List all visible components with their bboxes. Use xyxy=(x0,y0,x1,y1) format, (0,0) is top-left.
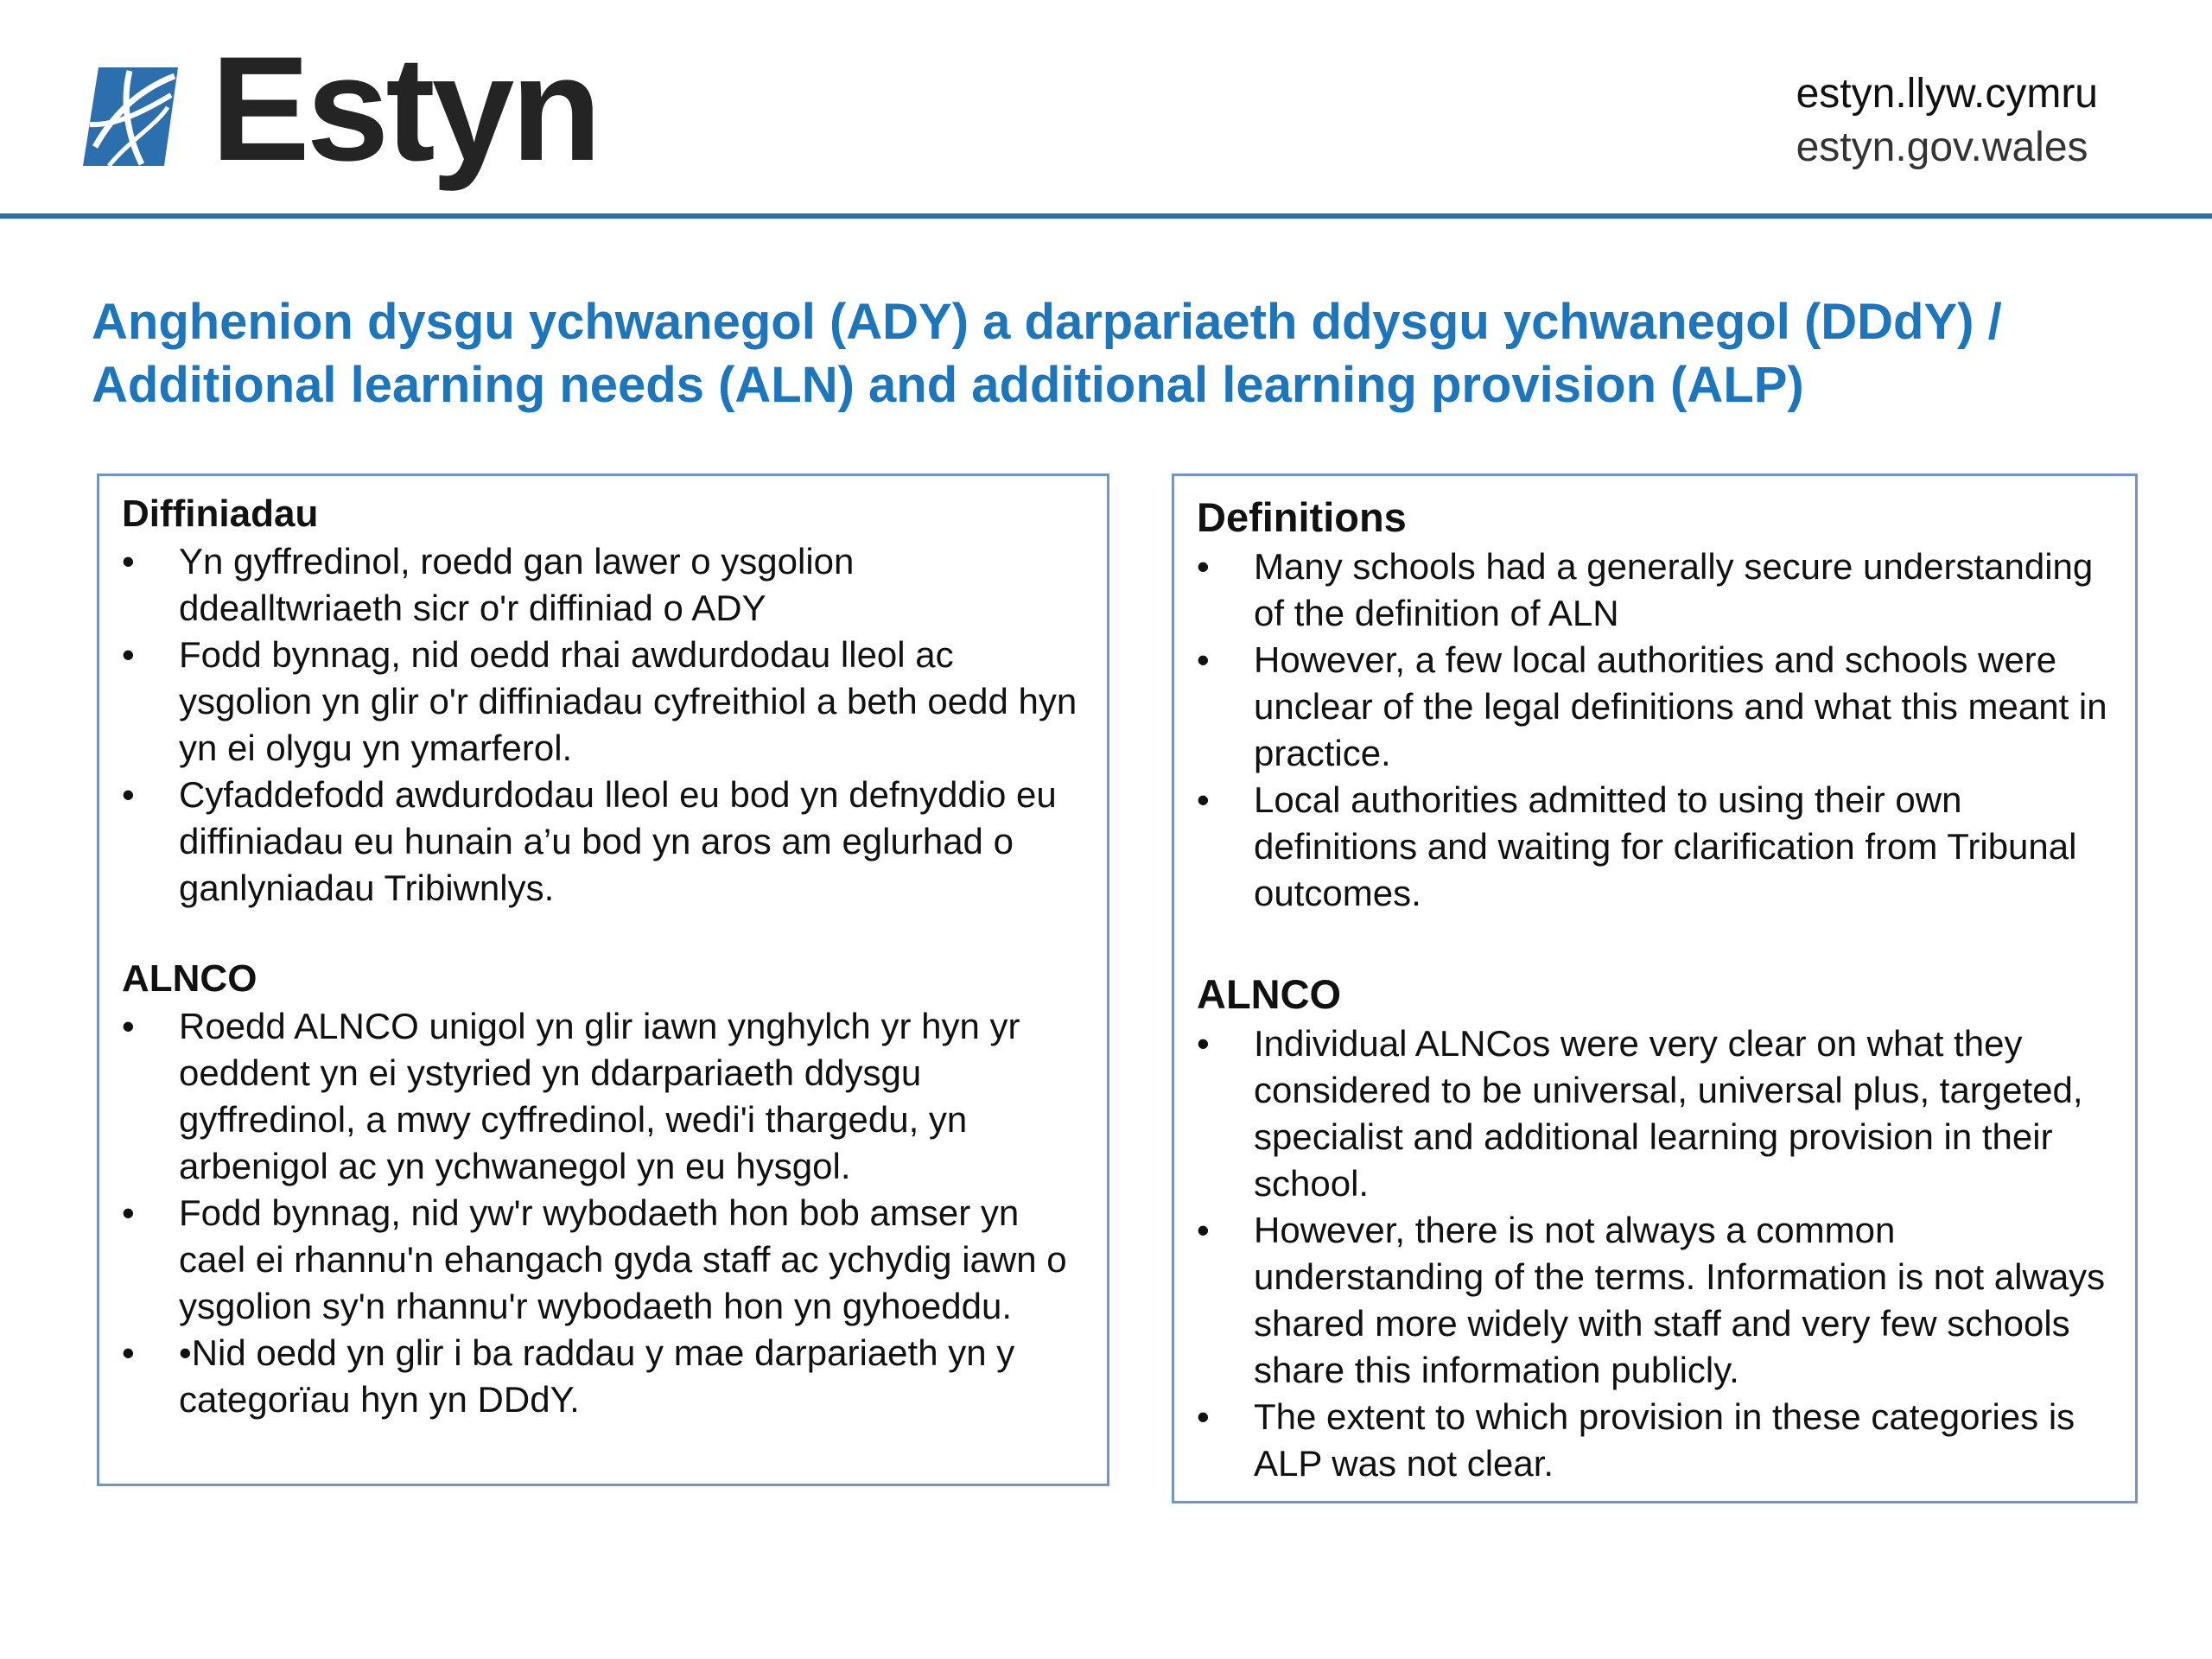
list-item: • However, there is not always a common understanding of the terms. Information is not always shared more widely with staff and very few schools share this information publicly. xyxy=(1197,1207,2114,1394)
alnco-heading: ALNCO xyxy=(1197,971,1342,1017)
definitions-heading: Diffiniadau xyxy=(122,493,319,535)
title-welsh: Anghenion dysgu ychwanegol (ADY) a darpariaeth ddysgu ychwanegol (DDdY) / xyxy=(92,294,2002,350)
list-item: • Cyfaddefodd awdurdodau lleol eu bod yn defnyddio eu diffiniadau eu hunain a’u bod yn aros am eglurhad o ganlyniadau Tribiwnlys. xyxy=(122,772,1086,912)
list-item: • Local authorities admitted to using their own definitions and waiting for clarification from Tribunal outcomes. xyxy=(1197,777,2114,917)
list-item: • Fodd bynnag, nid oedd rhai awdurdodau lleol ac ysgolion yn glir o'r diffiniadau cyfreithiol a beth oedd hyn yn ei olygu yn ymarferol. xyxy=(122,632,1086,772)
list-item: • Many schools had a generally secure understanding of the definition of ALN xyxy=(1197,543,2114,637)
list-item: • The extent to which provision in these categories is ALP was not clear. xyxy=(1197,1394,2114,1487)
alnco-list xyxy=(122,1003,1086,1423)
welsh-panel xyxy=(97,474,1109,1486)
list-item: • Roedd ALNCO unigol yn glir iawn ynghylch yr hyn yr oeddent yn ei ystyried yn ddarpariaeth ddysgu gyffredinol, a mwy cyffredinol, wedi'i thargedu, yn arbenigol ac yn ychwanegol yn eu hysgol. xyxy=(122,1003,1086,1190)
estyn-logo xyxy=(78,26,599,192)
title-english: Additional learning needs (ALN) and additional learning provision (ALP) xyxy=(92,357,1804,413)
website-urls xyxy=(1796,67,2098,175)
page-title xyxy=(92,290,2148,416)
estyn-logo-icon xyxy=(78,64,181,169)
alnco-list xyxy=(1197,1020,2114,1487)
definitions-list xyxy=(122,538,1086,912)
list-item: • Yn gyffredinol, roedd gan lawer o ysgolion ddealltwriaeth sicr o'r diffiniad o ADY xyxy=(122,538,1086,632)
section-spacer xyxy=(122,912,1086,955)
list-item: • Fodd bynnag, nid yw'r wybodaeth hon bob amser yn cael ei rhannu'n ehangach gyda staff ac ychydig iawn o ysgolion sy'n rhannu'r wybodaeth hon yn gyhoeddu. xyxy=(122,1190,1086,1330)
url-english[interactable]: estyn.gov.wales xyxy=(1796,124,2088,170)
url-welsh[interactable]: estyn.llyw.cymru xyxy=(1796,71,2098,117)
definitions-heading: Definitions xyxy=(1197,494,1407,540)
page-header xyxy=(0,0,2212,216)
list-item: • However, a few local authorities and schools were unclear of the legal definitions and what this meant in practice. xyxy=(1197,637,2114,777)
alnco-heading: ALNCO xyxy=(122,957,257,1000)
definitions-list xyxy=(1197,543,2114,917)
english-panel xyxy=(1172,474,2138,1503)
list-item: • •Nid oedd yn glir i ba raddau y mae darpariaeth yn y categorïau hyn yn DDdY. xyxy=(122,1330,1086,1423)
list-item: • Individual ALNCos were very clear on what they considered to be universal, universal plus, targeted, specialist and additional learning provision in their school. xyxy=(1197,1020,2114,1207)
section-spacer xyxy=(1197,917,2114,969)
header-divider xyxy=(0,213,2212,219)
logo-wordmark: Estyn xyxy=(211,26,599,192)
